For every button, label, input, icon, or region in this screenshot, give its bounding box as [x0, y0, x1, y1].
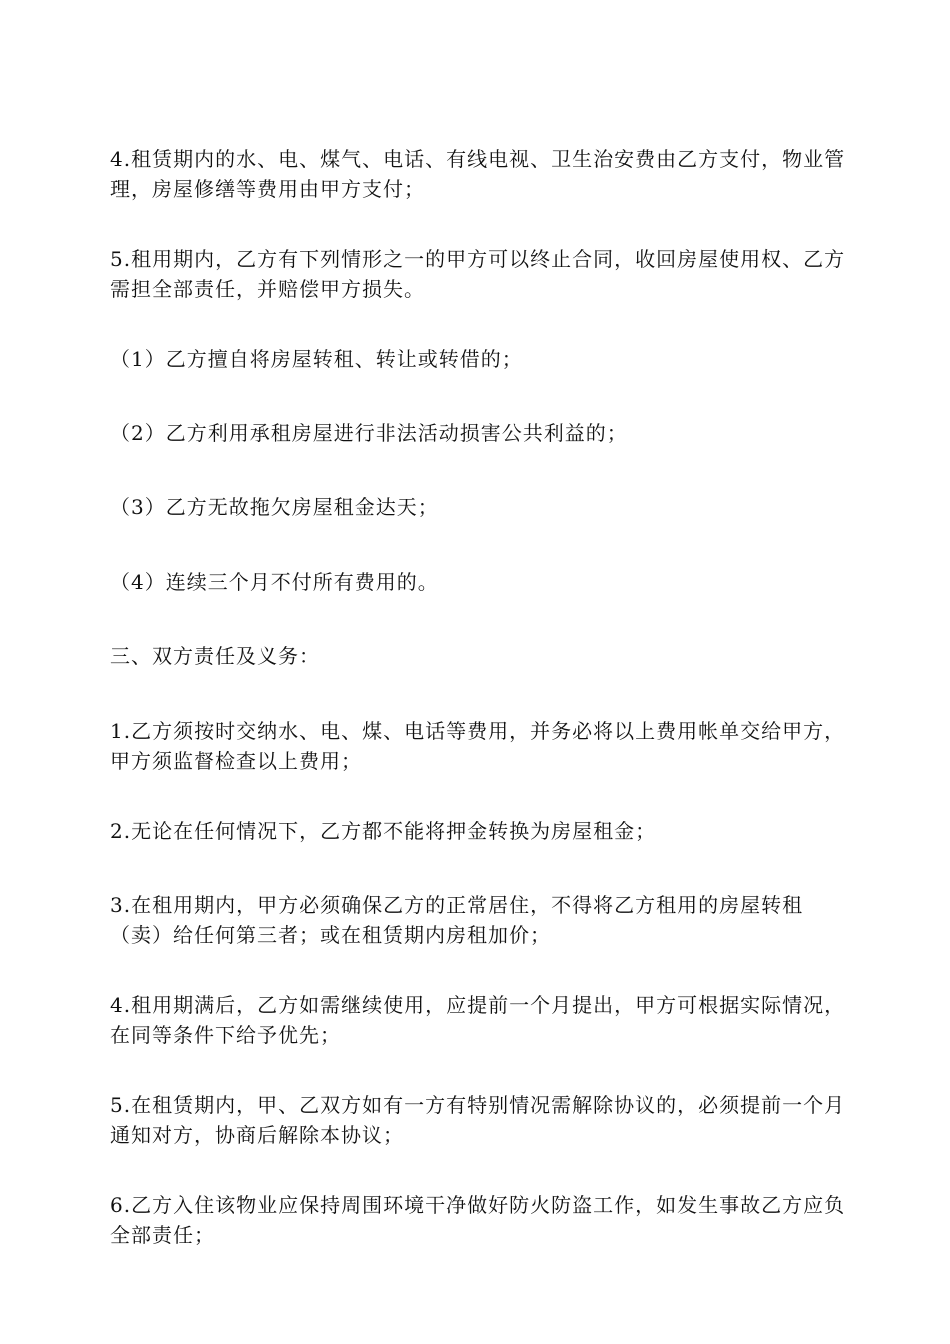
paragraph-utilities-payment: 4.租赁期内的水、电、煤气、电话、有线电视、卫生治安费由乙方支付，物业管理，房屋修缮等费用由甲方支付；: [110, 147, 846, 201]
paragraph-condition-3: （3）乙方无故拖欠房屋租金达天；: [110, 495, 439, 519]
paragraph-duty-3: 3.在租用期内，甲方必须确保乙方的正常居住，不得将乙方租用的房屋转租（卖）给任何第三者；或在租赁期内房租加价；: [110, 893, 804, 947]
paragraph-duty-2: 2.无论在任何情况下，乙方都不能将押金转换为房屋租金；: [110, 819, 657, 843]
paragraph-condition-2: （2）乙方利用承租房屋进行非法活动损害公共利益的；: [110, 421, 628, 445]
paragraph-condition-4: （4）连续三个月不付所有费用的。: [110, 570, 439, 594]
paragraph-termination-conditions: 5.租用期内，乙方有下列情形之一的甲方可以终止合同，收回房屋使用权、乙方需担全部责任，并赔偿甲方损失。: [110, 247, 846, 301]
paragraph-duty-5: 5.在租赁期内，甲、乙双方如有一方有特别情况需解除协议的，必须提前一个月通知对方，协商后解除本协议；: [110, 1093, 846, 1147]
section-heading-responsibilities: 三、双方责任及义务：: [110, 644, 320, 668]
paragraph-duty-4: 4.租用期满后，乙方如需继续使用，应提前一个月提出，甲方可根据实际情况，在同等条件下给予优先；: [110, 993, 846, 1047]
paragraph-duty-6: 6.乙方入住该物业应保持周围环境干净做好防火防盗工作，如发生事故乙方应负全部责任；: [110, 1193, 846, 1247]
paragraph-condition-1: （1）乙方擅自将房屋转租、转让或转借的；: [110, 347, 523, 371]
paragraph-duty-1: 1.乙方须按时交纳水、电、煤、电话等费用，并务必将以上费用帐单交给甲方，甲方须监督检查以上费用；: [110, 719, 846, 773]
